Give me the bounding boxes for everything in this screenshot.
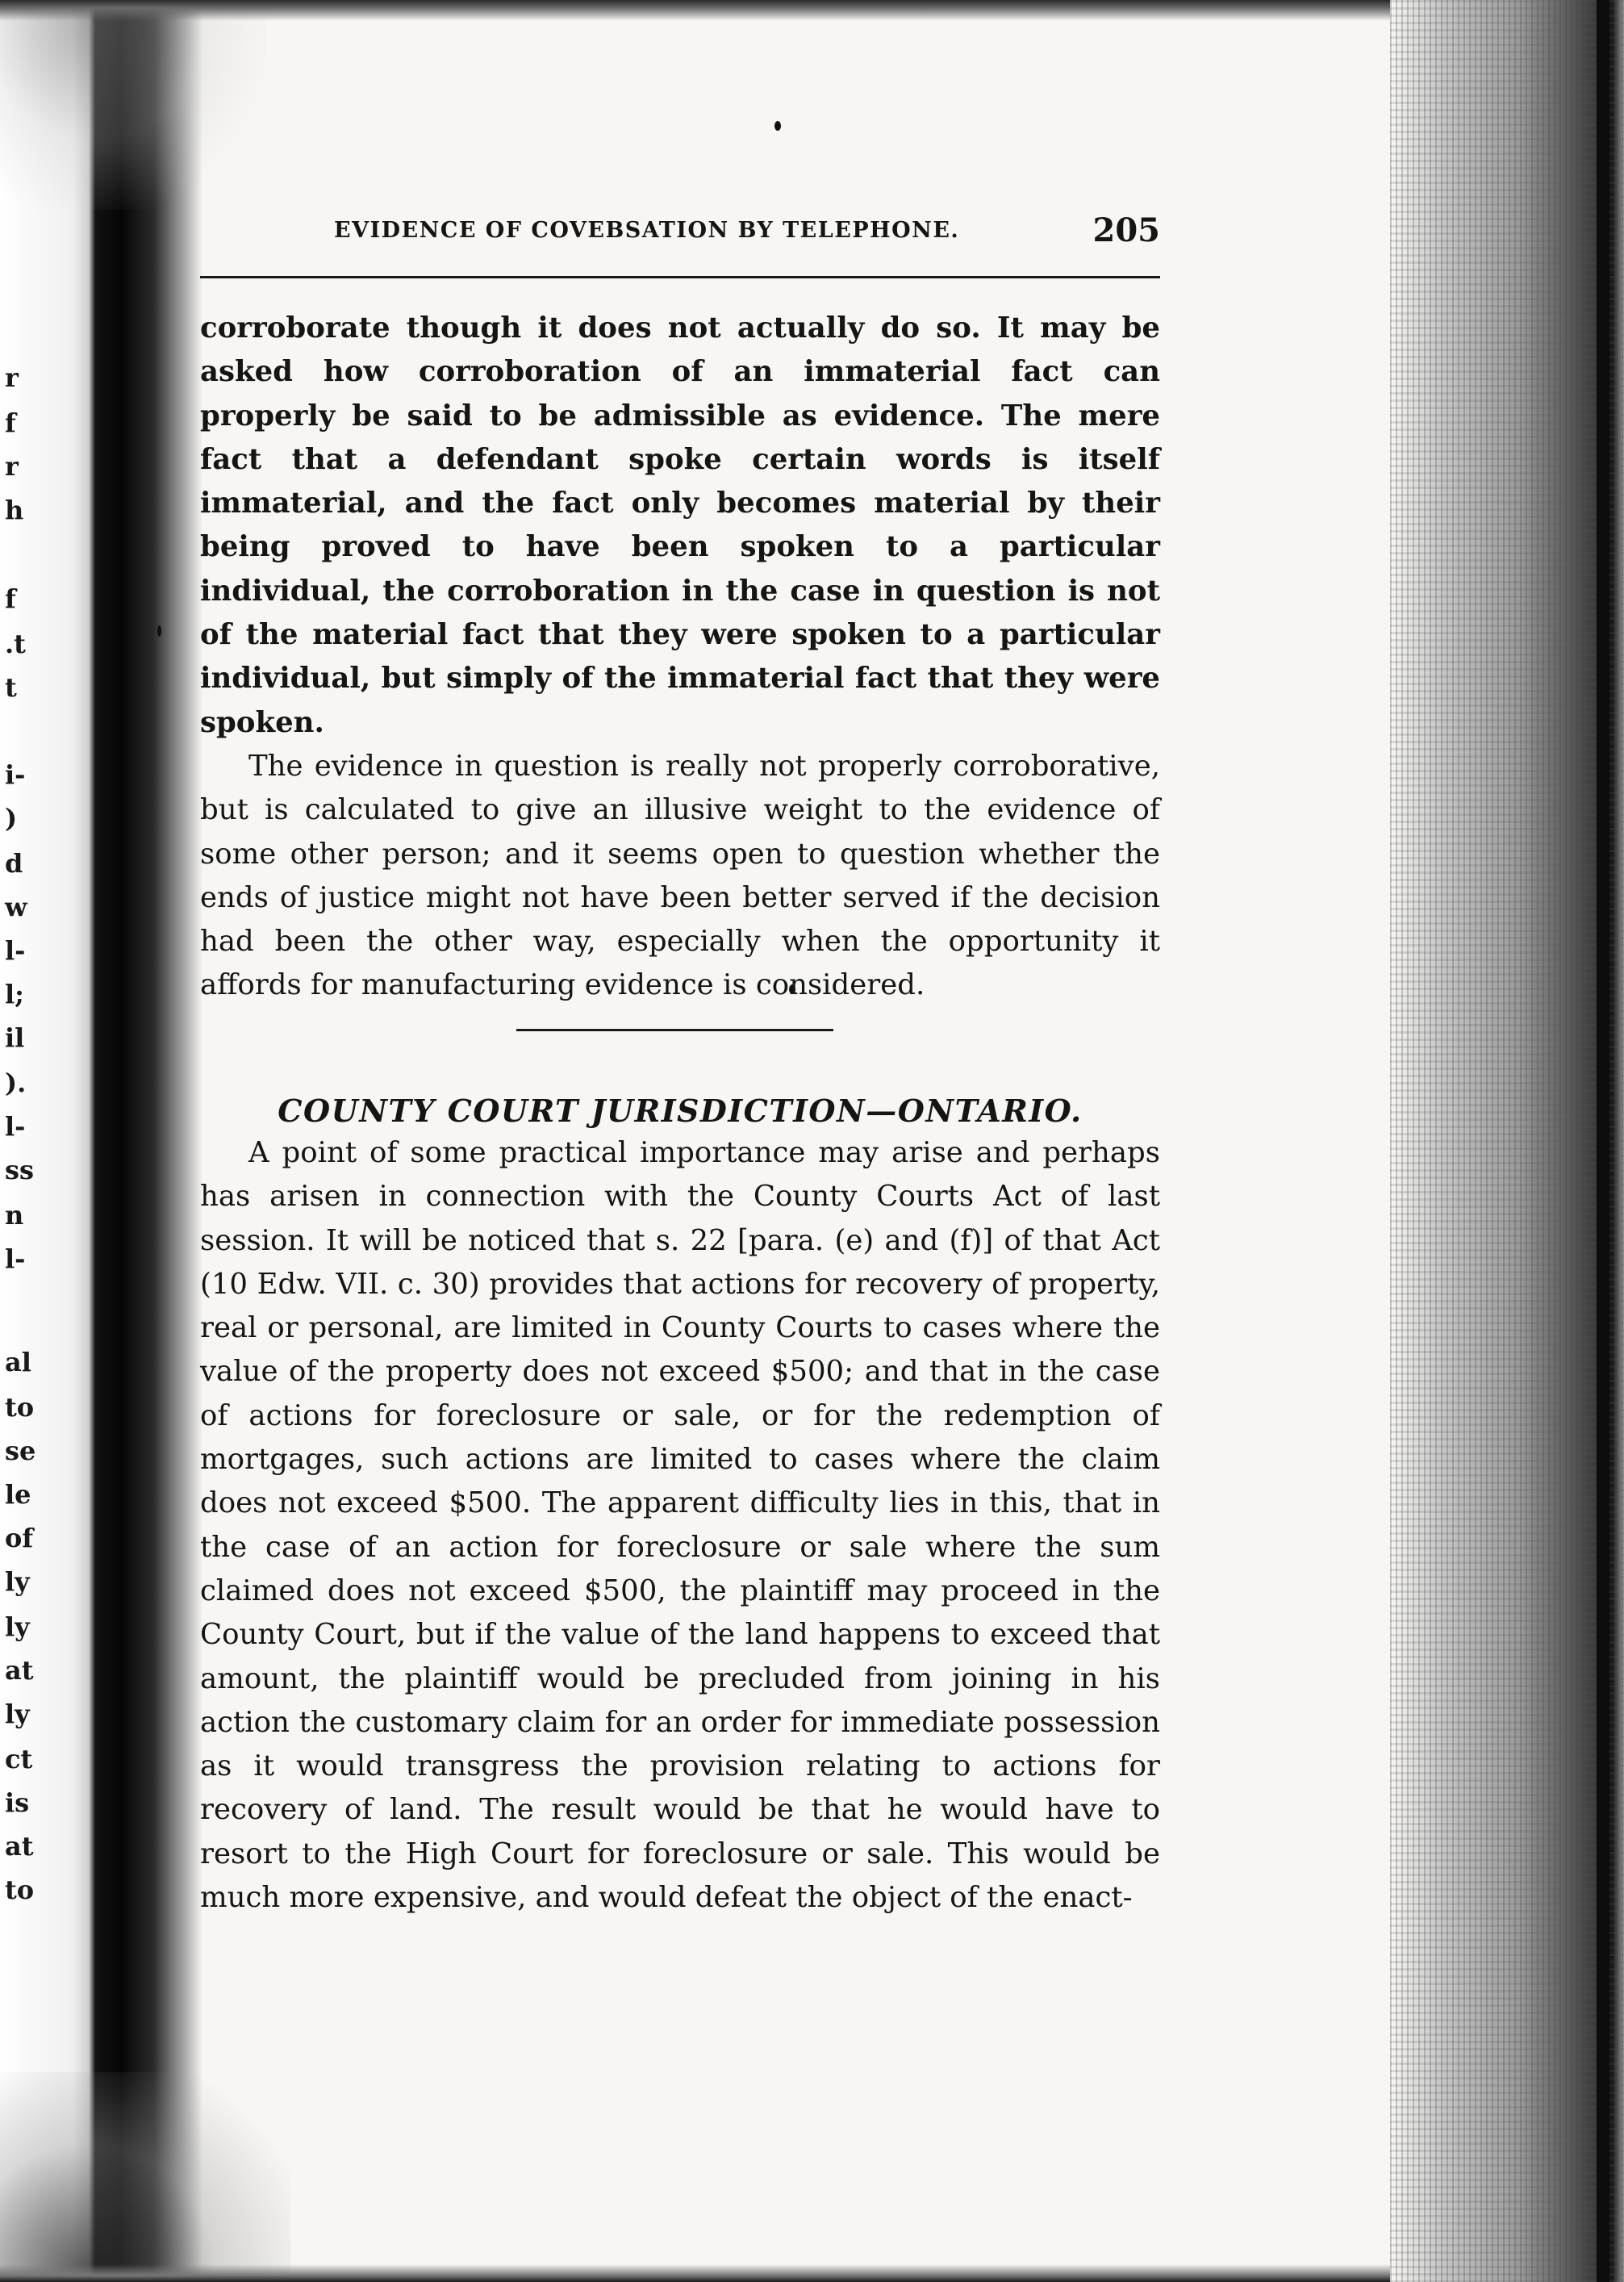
bleed-char: il xyxy=(5,1022,25,1053)
bleed-char: f xyxy=(5,583,16,614)
bleed-char: l- xyxy=(5,1111,26,1142)
paragraph: A point of some practical importance may arise and perhaps has arisen in connection with the County Courts Act of last session. It will be noticed that s. 22 [para. (e) and (f)] of that Act (10 Edw. VII. c. 30) provides that actions for recovery of property, real or personal, are limited in County Courts to cases where the value of the property does not exceed $500; and that in the case of actions for foreclosure or sale, or for the redemption of mortgages, such actions are limited to cases where the claim does not exceed $500. The apparent difficulty lies in this, that in the case of an action for foreclosure or sale where the sum claimed does not exceed $500, the plaintiff may proceed in the County Court, but if the value of the land happens to exceed that amount, the plaintiff would be precluded from joining in his action the customary claim for an order for immediate possession as it would transgress the provision relating to actions for recovery of land. The result would be that he would have to resort to the High Court for foreclosure or sale. This would be much more expensive, and would defeat the object of the enact- xyxy=(200,1136,1160,1915)
paragraph: corroborate though it does not actually do so. It may be asked how corroboration of an immaterial fact can properly be said to be admissible as evidence. The mere fact that a defendant spoke certain words is itself immaterial, and the fact only becomes material by their being proved to have been spoken to a particular individual, the corroboration in the case in question is not of the material fact that they were spoken to a particular individual, but simply of the immaterial fact that they were spoken. xyxy=(200,311,1160,739)
bleed-char: at xyxy=(5,1831,34,1862)
bleed-char: w xyxy=(5,892,27,922)
bleed-char: ss xyxy=(5,1155,35,1185)
ink-speck xyxy=(157,625,161,637)
bleed-char: ). xyxy=(5,1068,27,1098)
bleed-char: ly xyxy=(5,1566,30,1597)
paragraph: The evidence in question is really not properly corroborative, but is calculated to give an illusive weight to the evidence of some other person; and it seems open to question whether the ends of justice might not have been better served if the decision had been the other way, especially when the opportunity it affords for manufacturing evidence is considered. xyxy=(200,749,1160,1002)
running-title: EVIDENCE OF COVEBSATION BY TELEPHONE. xyxy=(334,218,960,243)
section-divider xyxy=(516,1029,833,1031)
margin-bleed-through xyxy=(5,0,61,2282)
bleed-char: d xyxy=(5,848,23,879)
bleed-char: to xyxy=(5,1875,35,1905)
bleed-char: .t xyxy=(5,629,26,659)
bleed-char: se xyxy=(5,1436,36,1466)
section-text xyxy=(200,1131,1160,1920)
book-page xyxy=(200,0,1184,2282)
bleed-char: l- xyxy=(5,1243,26,1274)
bleed-char: ct xyxy=(5,1744,33,1774)
bleed-char: at xyxy=(5,1655,34,1686)
bleed-char: l; xyxy=(5,979,24,1009)
bleed-char: r xyxy=(5,362,19,393)
bleed-char: i- xyxy=(5,759,26,790)
bleed-char: h xyxy=(5,495,24,525)
bleed-char: ) xyxy=(5,803,18,834)
bleed-char: l- xyxy=(5,935,26,966)
bleed-char: ly xyxy=(5,1611,30,1642)
bleed-char: is xyxy=(5,1787,30,1818)
bleed-char: le xyxy=(5,1479,31,1510)
scan-edge-right-bar xyxy=(1597,0,1609,2282)
bleed-char: of xyxy=(5,1523,34,1553)
bleed-char: to xyxy=(5,1392,35,1423)
continued-text xyxy=(200,307,1160,1008)
section-heading: COUNTY COURT JURISDICTION—ONTARIO. xyxy=(278,1092,1083,1129)
header-rule xyxy=(200,276,1160,278)
bleed-char: t xyxy=(5,672,17,703)
bleed-char: f xyxy=(5,408,16,438)
bleed-char: n xyxy=(5,1200,24,1231)
running-head xyxy=(200,211,1160,257)
bleed-char: al xyxy=(5,1347,31,1377)
page-number: 205 xyxy=(1092,211,1160,249)
page-edge-right xyxy=(1390,0,1624,2282)
bleed-char: r xyxy=(5,451,19,482)
bleed-char: ly xyxy=(5,1699,30,1729)
